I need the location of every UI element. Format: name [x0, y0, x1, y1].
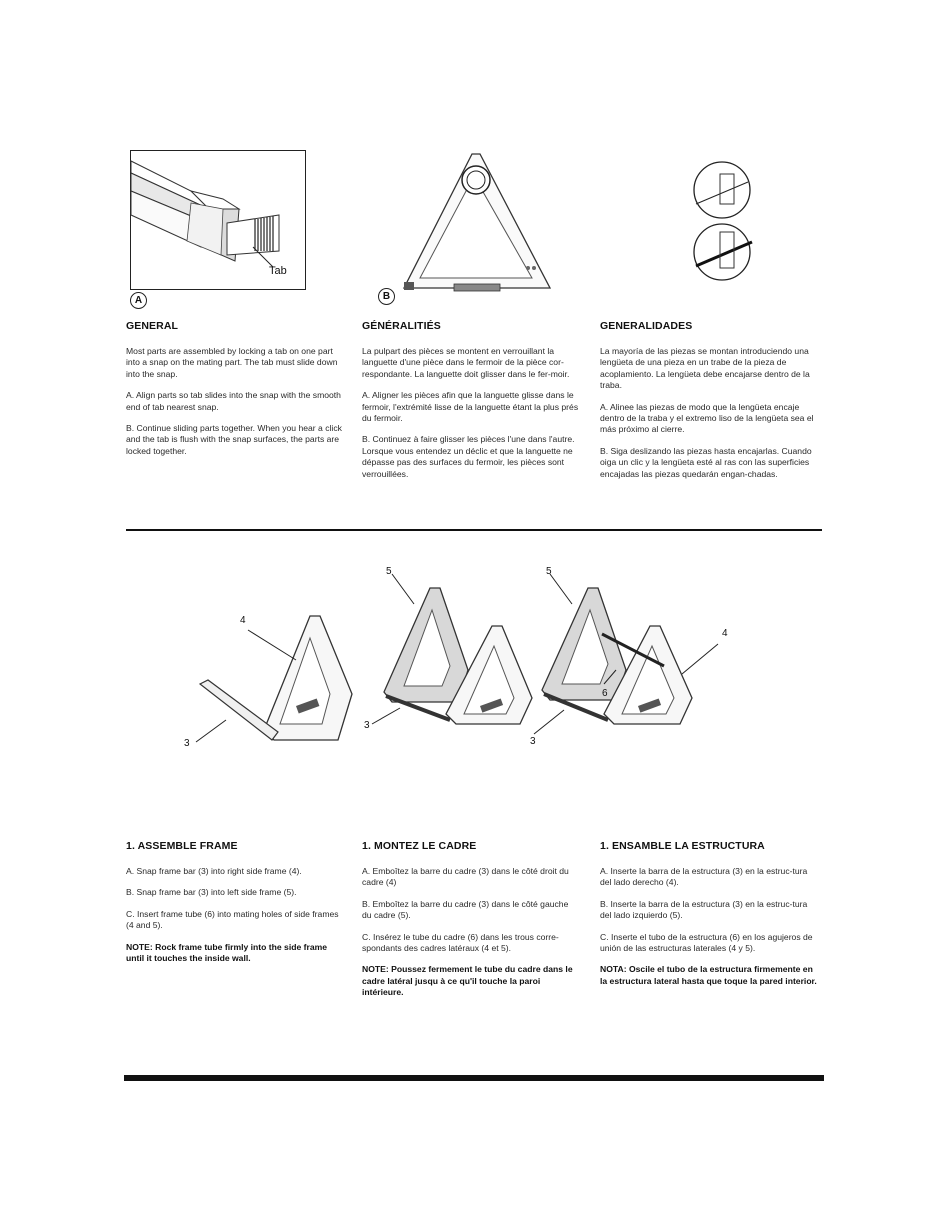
general-en-p1: Most parts are assembled by locking a tab on one part into a snap on the mating part. The tab must slide down into the snap.: [126, 346, 338, 379]
assemble-fr-heading: 1. MONTEZ LE CADRE: [362, 840, 477, 852]
callout-f3-4: 4: [722, 628, 728, 639]
snap-detail-circles: [690, 160, 760, 280]
assemble-es-c: C. Inserte el tubo de la estructura (6) en los agujeros de unión de las estructuras laterales (4 y 5).: [600, 931, 813, 954]
general-en-heading: GENERAL: [126, 320, 179, 332]
callout-f1-4: 4: [240, 615, 246, 626]
assemble-es-heading: 1. ENSAMBLE LA ESTRUCTURA: [600, 840, 765, 852]
assembly-figure-2: [372, 574, 552, 734]
assemble-en: [126, 840, 344, 974]
general-en-p3: B. Continue sliding parts together. When you hear a click and the tab is flush with the snap surfaces, the parts are locked together.: [126, 423, 342, 456]
assemble-es: [600, 840, 818, 997]
general-fr-p1: La pulpart des pièces se montent en verrouillant la languette d'une pièce dans le fermoir de la pièce cor-respondante. La languette doit glisser dans le fer-moir.: [362, 346, 570, 379]
assemble-en-note: NOTE: Rock frame tube firmly into the side frame until it touches the inside wall.: [126, 941, 328, 964]
general-es-p3: B. Siga deslizando las piezas hasta encajarlas. Cuando oiga un clic y la lengüeta esté al ras con las superficies encajadas las piezas quedarán engan-chadas.: [600, 445, 812, 479]
general-es-p1: La mayoría de las piezas se montan introduciendo una lengüeta de una pieza en un trabe de la pieza de acoplamiento. La lengüeta debe encajarse dentro de la traba.: [600, 346, 810, 391]
assemble-fr-note: NOTE: Poussez fermement le tube du cadre dans le cadre latéral jusqu à ce qu'il touche la paroi intérieure.: [362, 964, 573, 998]
bottom-rule: [124, 1075, 824, 1081]
figure-b-side-frame: [392, 150, 562, 300]
assemble-es-b: B. Inserte la barra de la estructura (3) en la estruc-tura del lado izquierdo (5).: [600, 898, 808, 921]
assemble-en-a: A. Snap frame bar (3) into right side frame (4).: [126, 866, 302, 876]
general-fr-p2: A. Aligner les pièces afin que la languette glisse dans le fermoir, l'extrémité lisse de la languette étant la plus prés du fermoir.: [362, 390, 579, 424]
assemble-es-note: NOTA: Oscile el tubo de la estructura firmemente en la estructura lateral hasta que toque la pared interior.: [600, 964, 817, 986]
callout-f3-6: 6: [602, 688, 608, 699]
general-es-heading: GENERALIDADES: [600, 320, 693, 332]
figure-a: [130, 150, 306, 290]
figure-a-label: A: [130, 292, 147, 309]
assemble-fr-a: A. Emboîtez la barre du cadre (3) dans le côté droit du cadre (4): [362, 866, 569, 888]
section-divider: [126, 529, 822, 531]
general-fr-heading: GÉNÉRALITIÉS: [362, 320, 441, 332]
callout-f3-5: 5: [546, 566, 552, 577]
assemble-en-heading: 1. ASSEMBLE FRAME: [126, 840, 238, 852]
assembly-figure-3: [532, 574, 732, 734]
assemble-en-c: C. Insert frame tube (6) into mating holes of side frames (4 and 5).: [126, 908, 339, 931]
callout-f1-3: 3: [184, 738, 190, 749]
general-fr-p3: B. Continuez à faire glisser les pièces l'une dans l'autre. Lorsque vous entendez un déclic et que la languette ne dépasse pas des surfaces du fermoir, les pièces sont verrouillées.: [362, 434, 575, 479]
general-es-p2: A. Alinee las piezas de modo que la lengüeta encaje dentro de la traba y el extremo liso de la lengüeta sea el más próximo al cierre.: [600, 401, 814, 435]
callout-f3-3: 3: [530, 736, 536, 747]
assemble-es-a: A. Inserte la barra de la estructura (3) en la estruc-tura del lado derecho (4).: [600, 866, 808, 888]
general-en: [126, 320, 344, 467]
assemble-fr-b: B. Emboîtez la barre du cadre (3) dans le côté gauche du cadre (5).: [362, 898, 569, 921]
tab-label: Tab: [269, 265, 287, 277]
general-fr: [362, 320, 580, 490]
assemble-en-b: B. Snap frame bar (3) into left side frame (5).: [126, 887, 297, 898]
assemble-fr-c: C. Insérez le tube du cadre (6) dans les trous corre-spondants des cadres latéraux (4 et 5).: [362, 931, 559, 954]
assembly-figure-1: [192, 610, 372, 750]
general-es: [600, 320, 818, 490]
callout-f2-5: 5: [386, 566, 392, 577]
figure-b-label: B: [378, 288, 395, 305]
assemble-fr: [362, 840, 580, 1009]
general-en-p2: A. Align parts so tab slides into the snap with the smooth end of tab nearest snap.: [126, 390, 341, 412]
callout-f2-3: 3: [364, 720, 370, 731]
